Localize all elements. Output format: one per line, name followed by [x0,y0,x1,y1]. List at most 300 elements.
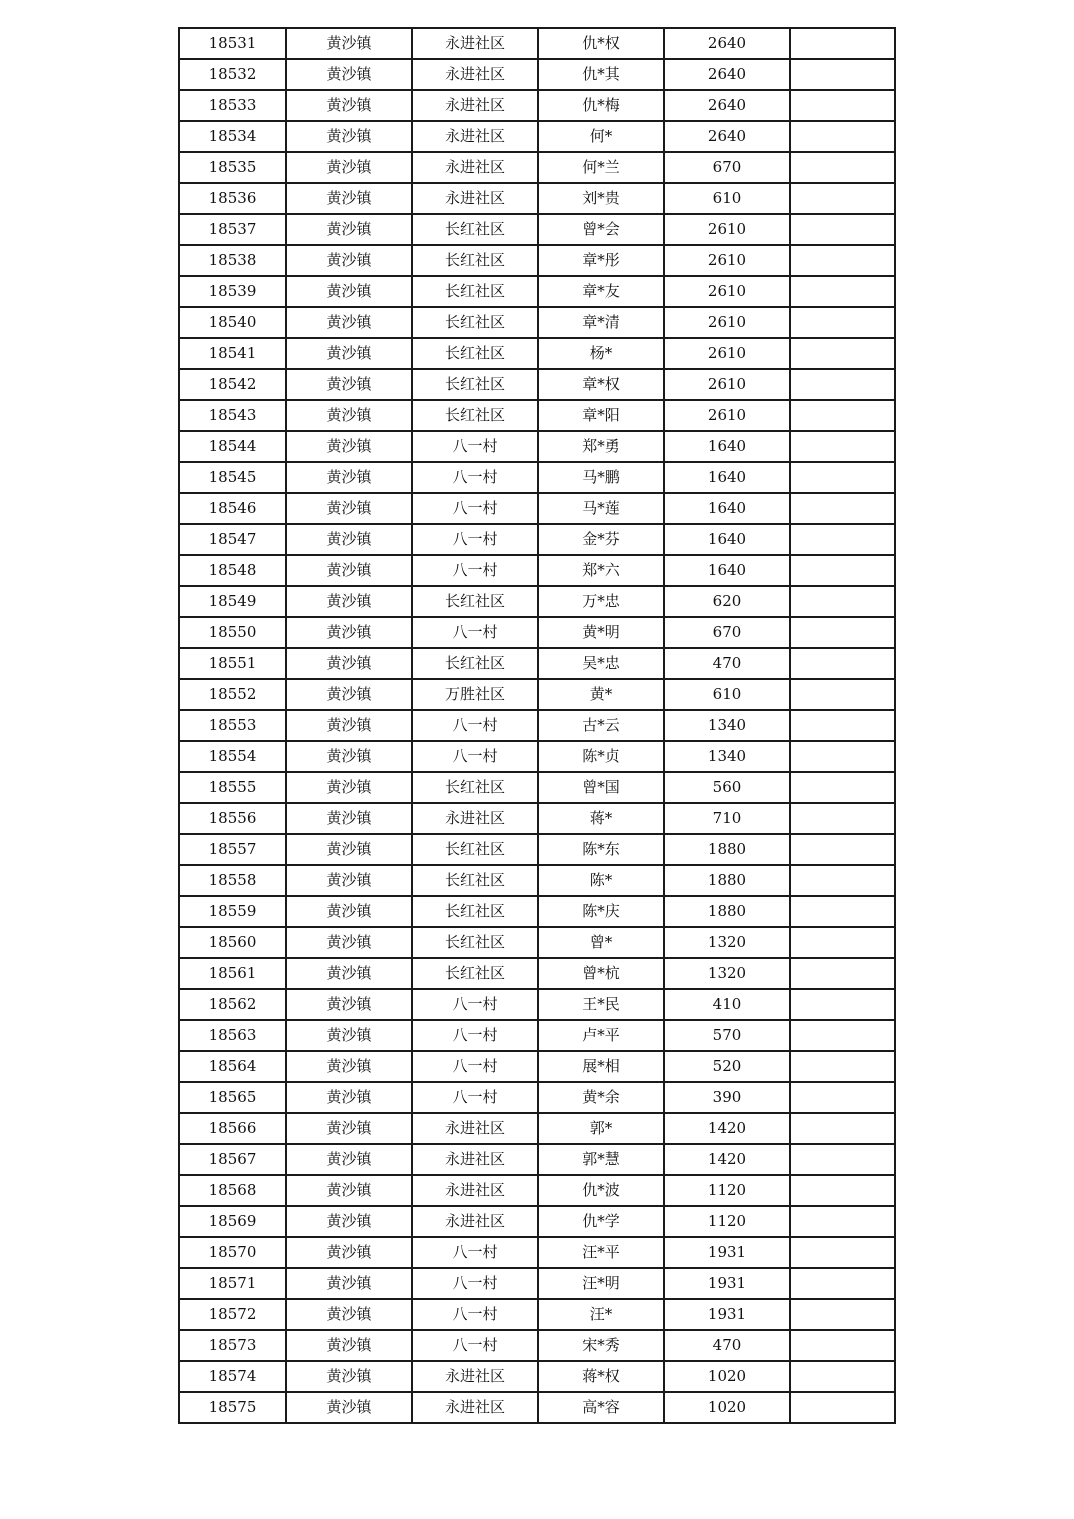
table-row [179,1392,895,1423]
cell-name: 陈*贞 [538,741,664,772]
cell-town: 黄沙镇 [286,1051,412,1082]
cell-id: 18536 [179,183,286,214]
cell-name: 黄* [538,679,664,710]
cell-town: 黄沙镇 [286,183,412,214]
cell-remark [790,1082,895,1113]
cell-village: 八一村 [412,617,538,648]
cell-remark [790,28,895,59]
table-row [179,1206,895,1237]
cell-name: 王*民 [538,989,664,1020]
cell-id: 18543 [179,400,286,431]
cell-town: 黄沙镇 [286,555,412,586]
cell-village: 八一村 [412,1020,538,1051]
cell-name: 马*莲 [538,493,664,524]
table-row [179,152,895,183]
cell-remark [790,1237,895,1268]
cell-village: 长红社区 [412,338,538,369]
cell-id: 18574 [179,1361,286,1392]
cell-amount: 1120 [664,1206,790,1237]
cell-remark [790,772,895,803]
cell-remark [790,369,895,400]
cell-town: 黄沙镇 [286,1361,412,1392]
table-row [179,369,895,400]
cell-remark [790,400,895,431]
cell-remark [790,1299,895,1330]
cell-town: 黄沙镇 [286,1299,412,1330]
cell-id: 18564 [179,1051,286,1082]
cell-name: 仇*学 [538,1206,664,1237]
cell-id: 18562 [179,989,286,1020]
cell-village: 长红社区 [412,245,538,276]
cell-id: 18544 [179,431,286,462]
cell-name: 章*彤 [538,245,664,276]
table-row [179,307,895,338]
cell-remark [790,989,895,1020]
cell-village: 长红社区 [412,648,538,679]
cell-amount: 2610 [664,369,790,400]
cell-amount: 560 [664,772,790,803]
cell-town: 黄沙镇 [286,338,412,369]
cell-name: 郑*勇 [538,431,664,462]
cell-id: 18539 [179,276,286,307]
cell-village: 永进社区 [412,1113,538,1144]
cell-id: 18571 [179,1268,286,1299]
cell-remark [790,1051,895,1082]
cell-village: 长红社区 [412,834,538,865]
cell-town: 黄沙镇 [286,617,412,648]
cell-village: 八一村 [412,555,538,586]
cell-town: 黄沙镇 [286,121,412,152]
cell-town: 黄沙镇 [286,90,412,121]
cell-amount: 1880 [664,865,790,896]
cell-name: 章*阳 [538,400,664,431]
cell-id: 18558 [179,865,286,896]
table-row [179,183,895,214]
cell-name: 曾*杭 [538,958,664,989]
table-row [179,121,895,152]
cell-town: 黄沙镇 [286,369,412,400]
cell-village: 长红社区 [412,400,538,431]
cell-amount: 1340 [664,710,790,741]
cell-remark [790,431,895,462]
cell-village: 八一村 [412,493,538,524]
cell-amount: 610 [664,679,790,710]
cell-id: 18563 [179,1020,286,1051]
cell-amount: 2610 [664,400,790,431]
cell-village: 永进社区 [412,28,538,59]
table-row [179,1299,895,1330]
table-row [179,710,895,741]
table-row [179,90,895,121]
cell-id: 18570 [179,1237,286,1268]
cell-name: 展*相 [538,1051,664,1082]
cell-village: 八一村 [412,1330,538,1361]
cell-town: 黄沙镇 [286,307,412,338]
cell-name: 杨* [538,338,664,369]
cell-id: 18556 [179,803,286,834]
cell-amount: 1420 [664,1144,790,1175]
table-row [179,214,895,245]
cell-remark [790,741,895,772]
cell-village: 八一村 [412,1082,538,1113]
cell-town: 黄沙镇 [286,1206,412,1237]
cell-name: 蒋* [538,803,664,834]
cell-id: 18548 [179,555,286,586]
cell-id: 18557 [179,834,286,865]
cell-remark [790,1144,895,1175]
cell-name: 蒋*权 [538,1361,664,1392]
cell-amount: 1880 [664,896,790,927]
cell-id: 18547 [179,524,286,555]
cell-town: 黄沙镇 [286,245,412,276]
table-row [179,741,895,772]
cell-remark [790,927,895,958]
cell-id: 18566 [179,1113,286,1144]
cell-village: 长红社区 [412,307,538,338]
cell-village: 永进社区 [412,1206,538,1237]
cell-name: 宋*秀 [538,1330,664,1361]
cell-village: 永进社区 [412,183,538,214]
cell-remark [790,152,895,183]
cell-village: 永进社区 [412,1144,538,1175]
cell-amount: 610 [664,183,790,214]
cell-name: 金*芬 [538,524,664,555]
cell-town: 黄沙镇 [286,648,412,679]
cell-amount: 410 [664,989,790,1020]
table-row [179,834,895,865]
cell-remark [790,617,895,648]
cell-name: 黄*余 [538,1082,664,1113]
table-row [179,1020,895,1051]
cell-town: 黄沙镇 [286,679,412,710]
table-row [179,865,895,896]
table-row [179,617,895,648]
cell-id: 18538 [179,245,286,276]
table-row [179,1082,895,1113]
table-row [179,679,895,710]
cell-name: 吴*忠 [538,648,664,679]
cell-village: 长红社区 [412,214,538,245]
cell-town: 黄沙镇 [286,1237,412,1268]
cell-amount: 390 [664,1082,790,1113]
cell-village: 永进社区 [412,90,538,121]
table-row [179,1330,895,1361]
cell-village: 八一村 [412,1051,538,1082]
cell-village: 长红社区 [412,586,538,617]
table-row [179,245,895,276]
cell-town: 黄沙镇 [286,400,412,431]
cell-name: 马*鹏 [538,462,664,493]
cell-name: 汪*明 [538,1268,664,1299]
records-table [178,27,896,1424]
cell-village: 万胜社区 [412,679,538,710]
cell-town: 黄沙镇 [286,1268,412,1299]
cell-village: 八一村 [412,710,538,741]
cell-id: 18531 [179,28,286,59]
cell-remark [790,1330,895,1361]
cell-name: 汪*平 [538,1237,664,1268]
cell-village: 长红社区 [412,865,538,896]
table-row [179,338,895,369]
cell-id: 18575 [179,1392,286,1423]
cell-name: 刘*贵 [538,183,664,214]
cell-remark [790,1361,895,1392]
cell-amount: 2640 [664,121,790,152]
cell-id: 18540 [179,307,286,338]
cell-village: 长红社区 [412,276,538,307]
cell-town: 黄沙镇 [286,1020,412,1051]
cell-id: 18541 [179,338,286,369]
cell-town: 黄沙镇 [286,524,412,555]
cell-amount: 2610 [664,214,790,245]
cell-id: 18553 [179,710,286,741]
cell-remark [790,1206,895,1237]
cell-amount: 570 [664,1020,790,1051]
cell-id: 18573 [179,1330,286,1361]
cell-amount: 2610 [664,307,790,338]
cell-village: 长红社区 [412,927,538,958]
cell-id: 18537 [179,214,286,245]
table-row [179,989,895,1020]
cell-id: 18549 [179,586,286,617]
cell-name: 章*权 [538,369,664,400]
cell-village: 永进社区 [412,121,538,152]
cell-id: 18534 [179,121,286,152]
cell-village: 永进社区 [412,1361,538,1392]
cell-village: 永进社区 [412,803,538,834]
cell-id: 18550 [179,617,286,648]
cell-name: 章*友 [538,276,664,307]
cell-remark [790,338,895,369]
cell-amount: 470 [664,648,790,679]
table-row [179,59,895,90]
cell-id: 18561 [179,958,286,989]
cell-amount: 1340 [664,741,790,772]
cell-name: 仇*梅 [538,90,664,121]
cell-id: 18532 [179,59,286,90]
cell-town: 黄沙镇 [286,1392,412,1423]
cell-village: 永进社区 [412,1392,538,1423]
table-row [179,958,895,989]
cell-remark [790,679,895,710]
cell-name: 曾*会 [538,214,664,245]
table-row [179,555,895,586]
cell-amount: 2610 [664,276,790,307]
table-row [179,400,895,431]
cell-name: 陈* [538,865,664,896]
table-row [179,772,895,803]
cell-amount: 1640 [664,555,790,586]
cell-id: 18567 [179,1144,286,1175]
cell-remark [790,1392,895,1423]
cell-amount: 1640 [664,431,790,462]
cell-remark [790,121,895,152]
cell-amount: 1931 [664,1237,790,1268]
cell-id: 18569 [179,1206,286,1237]
cell-id: 18559 [179,896,286,927]
cell-town: 黄沙镇 [286,152,412,183]
cell-id: 18565 [179,1082,286,1113]
cell-town: 黄沙镇 [286,431,412,462]
cell-remark [790,59,895,90]
cell-village: 永进社区 [412,152,538,183]
cell-village: 八一村 [412,989,538,1020]
cell-remark [790,710,895,741]
cell-name: 何*兰 [538,152,664,183]
cell-amount: 670 [664,152,790,183]
cell-remark [790,214,895,245]
table-row [179,462,895,493]
cell-town: 黄沙镇 [286,1144,412,1175]
cell-remark [790,245,895,276]
cell-town: 黄沙镇 [286,834,412,865]
cell-name: 陈*东 [538,834,664,865]
cell-name: 仇*权 [538,28,664,59]
cell-amount: 1420 [664,1113,790,1144]
cell-amount: 2610 [664,338,790,369]
cell-town: 黄沙镇 [286,1330,412,1361]
cell-town: 黄沙镇 [286,896,412,927]
cell-id: 18560 [179,927,286,958]
cell-remark [790,183,895,214]
cell-town: 黄沙镇 [286,989,412,1020]
cell-name: 曾*国 [538,772,664,803]
cell-name: 高*容 [538,1392,664,1423]
cell-town: 黄沙镇 [286,927,412,958]
cell-remark [790,90,895,121]
cell-name: 仇*其 [538,59,664,90]
cell-village: 八一村 [412,1237,538,1268]
cell-village: 长红社区 [412,896,538,927]
cell-town: 黄沙镇 [286,1175,412,1206]
cell-name: 郑*六 [538,555,664,586]
cell-village: 长红社区 [412,369,538,400]
cell-village: 八一村 [412,1268,538,1299]
table-row [179,648,895,679]
cell-amount: 1020 [664,1361,790,1392]
cell-remark [790,555,895,586]
cell-town: 黄沙镇 [286,772,412,803]
cell-remark [790,493,895,524]
cell-id: 18555 [179,772,286,803]
table-row [179,586,895,617]
cell-name: 陈*庆 [538,896,664,927]
cell-id: 18554 [179,741,286,772]
cell-name: 万*忠 [538,586,664,617]
table-row [179,1268,895,1299]
cell-remark [790,1020,895,1051]
cell-name: 何* [538,121,664,152]
cell-village: 长红社区 [412,772,538,803]
table-row [179,28,895,59]
cell-remark [790,307,895,338]
cell-amount: 1931 [664,1268,790,1299]
cell-amount: 1020 [664,1392,790,1423]
cell-remark [790,896,895,927]
table-row [179,927,895,958]
cell-amount: 1640 [664,524,790,555]
cell-amount: 2640 [664,28,790,59]
cell-id: 18535 [179,152,286,183]
cell-id: 18552 [179,679,286,710]
cell-town: 黄沙镇 [286,710,412,741]
table-row [179,1237,895,1268]
cell-name: 曾* [538,927,664,958]
cell-id: 18568 [179,1175,286,1206]
table-row [179,1051,895,1082]
cell-amount: 2640 [664,59,790,90]
table-row [179,431,895,462]
cell-amount: 1640 [664,493,790,524]
cell-town: 黄沙镇 [286,586,412,617]
cell-amount: 2610 [664,245,790,276]
cell-remark [790,834,895,865]
cell-amount: 1320 [664,958,790,989]
cell-town: 黄沙镇 [286,462,412,493]
cell-town: 黄沙镇 [286,214,412,245]
cell-id: 18533 [179,90,286,121]
table-row [179,1113,895,1144]
cell-amount: 710 [664,803,790,834]
cell-remark [790,276,895,307]
cell-village: 八一村 [412,1299,538,1330]
cell-remark [790,958,895,989]
cell-town: 黄沙镇 [286,741,412,772]
table-row [179,493,895,524]
cell-name: 汪* [538,1299,664,1330]
cell-id: 18545 [179,462,286,493]
cell-village: 八一村 [412,462,538,493]
cell-town: 黄沙镇 [286,493,412,524]
cell-town: 黄沙镇 [286,865,412,896]
cell-village: 永进社区 [412,59,538,90]
cell-village: 八一村 [412,524,538,555]
cell-id: 18551 [179,648,286,679]
cell-name: 郭* [538,1113,664,1144]
table-row [179,524,895,555]
cell-amount: 670 [664,617,790,648]
cell-town: 黄沙镇 [286,276,412,307]
cell-id: 18542 [179,369,286,400]
cell-name: 仇*波 [538,1175,664,1206]
cell-amount: 1931 [664,1299,790,1330]
cell-remark [790,462,895,493]
table-row [179,276,895,307]
cell-amount: 1640 [664,462,790,493]
cell-name: 古*云 [538,710,664,741]
cell-village: 长红社区 [412,958,538,989]
cell-village: 八一村 [412,741,538,772]
cell-remark [790,865,895,896]
cell-remark [790,1268,895,1299]
cell-town: 黄沙镇 [286,1082,412,1113]
cell-village: 永进社区 [412,1175,538,1206]
cell-remark [790,524,895,555]
cell-remark [790,1113,895,1144]
cell-name: 郭*慧 [538,1144,664,1175]
table-row [179,1144,895,1175]
cell-remark [790,648,895,679]
cell-amount: 1120 [664,1175,790,1206]
cell-town: 黄沙镇 [286,803,412,834]
cell-amount: 520 [664,1051,790,1082]
cell-amount: 470 [664,1330,790,1361]
cell-amount: 1880 [664,834,790,865]
cell-name: 黄*明 [538,617,664,648]
table-row [179,896,895,927]
cell-id: 18546 [179,493,286,524]
table-row [179,1361,895,1392]
